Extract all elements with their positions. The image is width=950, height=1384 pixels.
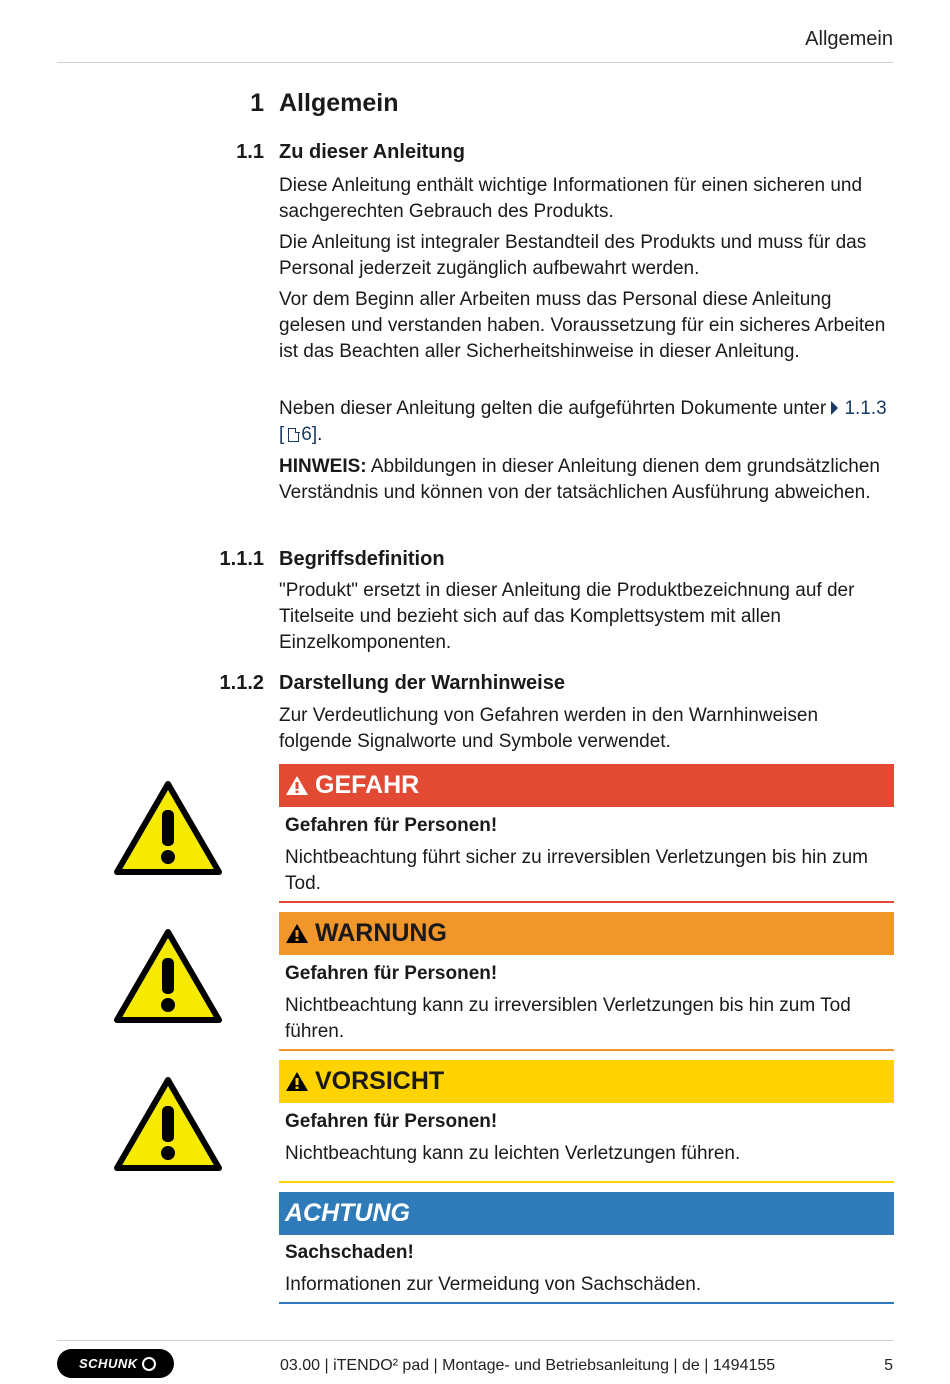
logo-mark-icon [142,1357,156,1371]
paragraph: "Produkt" ersetzt in dieser Anleitung die Produktbezeichnung auf der Titelseite und bezieht sich auf das Komplettsystem mit allen Einzelkomponenten. [279,580,855,653]
signal-word: WARNUNG [315,919,447,947]
warning-rule [279,901,894,903]
warning-text: Informationen zur Vermeidung von Sachschäden. [285,1274,702,1295]
note-label: HINWEIS: [279,456,367,477]
caret-right-icon [831,401,838,415]
warning-title: Gefahren für Personen! [285,815,498,836]
chapter-title: Allgemein [279,89,399,117]
warning-rule [279,1181,894,1183]
danger-banner [279,764,894,807]
page-number: 5 [884,1357,893,1374]
notice-banner [279,1192,894,1235]
signal-word: VORSICHT [315,1067,445,1095]
paragraph: Vor dem Beginn aller Arbeiten muss das Personal diese Anleitung gelesen und verstanden haben. Voraussetzung für ein sicheres Arbeiten ist das Beachten aller Sicherheitshinweise in dieser Anleitung. [279,289,886,362]
section-title: Zu dieser Anleitung [279,141,465,163]
signal-word: ACHTUNG [285,1199,410,1227]
paragraph: Zur Verdeutlichung von Gefahren werden in den Warnhinweisen folgende Signalworte und Symbole verwendet. [279,705,819,752]
cross-reference-link[interactable]: 1.1.3 [ 6] [279,398,887,445]
warning-rule [279,1049,894,1051]
paragraph: Die Anleitung ist integraler Bestandteil des Produkts und muss für das Personal jederzeit zugänglich aufbewahrt werden. [279,232,867,279]
note-text: Abbildungen in dieser Anleitung dienen dem grundsätzlichen Verständnis und können von der tatsächlichen Ausführung abweichen. [279,456,880,503]
note-paragraph [279,454,894,506]
reference-section: 1.1.3 [844,398,887,419]
section-number: 1.1 [236,141,264,163]
logo-text: SCHUNK [79,1356,138,1371]
warning-small-icon [285,923,309,944]
warning-title: Sachschaden! [285,1242,414,1263]
signal-word: GEFAHR [315,771,420,799]
warning-title: Gefahren für Personen! [285,963,498,984]
warning-banner [279,912,894,955]
subsection-number: 1.1.2 [219,672,264,694]
warning-text: Nichtbeachtung kann zu irreversiblen Verletzungen bis hin zum Tod führen. [285,995,851,1042]
warning-text: Nichtbeachtung führt sicher zu irreversiblen Verletzungen bis hin zum Tod. [285,847,868,894]
footer-info: 03.00 | iTENDO² pad | Montage- und Betriebsanleitung | de | 1494155 [280,1357,776,1374]
warning-title: Gefahren für Personen! [285,1111,498,1132]
subsection-number: 1.1.1 [219,548,264,570]
chapter-number: 1 [250,89,264,117]
warning-triangle-icon [113,780,223,876]
schunk-logo [57,1349,174,1378]
warning-rule [279,1302,894,1304]
running-header: Allgemein [805,28,893,50]
warning-small-icon [285,1071,309,1092]
warning-text: Nichtbeachtung kann zu leichten Verletzungen führen. [285,1143,741,1164]
caution-banner [279,1060,894,1103]
subsection-title: Darstellung der Warnhinweise [279,672,565,694]
paragraph: Diese Anleitung enthält wichtige Informationen für einen sicheren und sachgerechten Gebrauch des Produkts. [279,175,863,222]
paragraph-with-reference: Neben dieser Anleitung gelten die aufgeführten Dokumente unter 1.1.3 [ 6]. [279,398,887,445]
warning-triangle-icon [113,1076,223,1172]
paragraph-text: Neben dieser Anleitung gelten die aufgeführten Dokumente unter [279,398,827,419]
page-icon [288,428,299,442]
subsection-title: Begriffsdefinition [279,548,445,570]
footer-rule [57,1340,893,1341]
warning-small-icon [285,775,309,796]
reference-page: 6 [301,424,312,445]
warning-triangle-icon [113,928,223,1024]
header-rule [57,62,893,63]
